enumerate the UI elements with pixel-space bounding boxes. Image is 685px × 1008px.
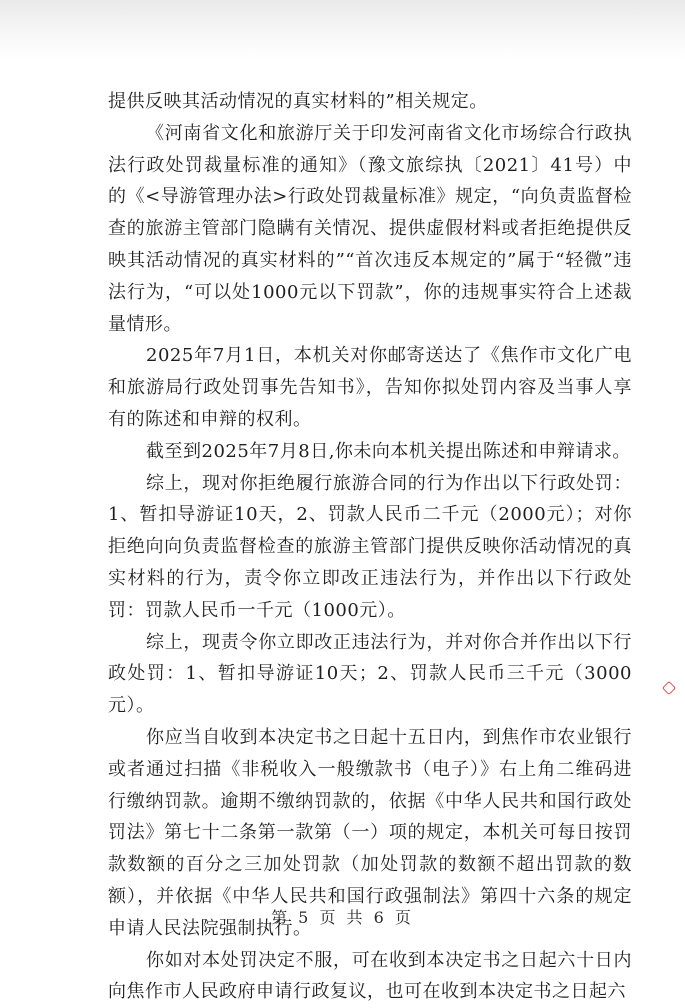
document-body — [108, 86, 632, 1008]
paragraph: 你应当自收到本决定书之日起十五日内，到焦作市农业银行或者通过扫描《非税收入一般缴款书（电子）》右上角二维码进行缴纳罚款。逾期不缴纳罚款的，依据《中华人民共和国行政处罚法》第七十二条第一款第（一）项的规定，本机关可每日按罚款数额的百分之三加处罚款（加处罚款的数额不超出罚款的数额），并依据《中华人民共和国行政强制法》第四十六条的规定申请人民法院强制执行。 — [108, 726, 632, 939]
paragraph: 综上，现对你拒绝履行旅游合同的行为作出以下行政处罚：1、暂扣导游证10天，2、罚款人民币二千元（2000元）；对你拒绝向向负责监督检查的旅游主管部门提供反映你活动情况的真实材料的行为，责令你立即改正违法行为，并作出以下行政处罚：罚款人民币一千元（1000元）。 — [108, 472, 632, 621]
page-number: 第 5 页 共 6 页 — [271, 908, 414, 927]
paragraph: 《河南省文化和旅游厅关于印发河南省文化市场综合行政执法行政处罚裁量标准的通知》（豫文旅综执〔2021〕41号）中的《<导游管理办法>行政处罚裁量标准》规定，“向负责监督检查的旅游主管部门隐瞒有关情况、提供虚假材料或者拒绝提供反映其活动情况的真实材料的”“首次违反本规定的”属于“轻微”违法行为，“可以处1000元以下罚款”，你的违规事实符合上述裁量情形。 — [108, 122, 632, 335]
paragraph: 2025年7月1日，本机关对你邮寄送达了《焦作市文化广电和旅游局行政处罚事先告知书》，告知你拟处罚内容及当事人享有的陈述和申辩的权利。 — [108, 345, 632, 430]
paragraph: 你如对本处罚决定不服，可在收到本决定书之日起六十日内向焦作市人民政府申请行政复议，也可在收到本决定书之日起六 — [108, 949, 632, 1003]
bookmark-icon[interactable] — [662, 681, 676, 695]
paragraph: 截至到2025年7月8日,你未向本机关提出陈述和申辩请求。 — [146, 440, 631, 462]
top-shadow — [0, 0, 685, 60]
paragraph: 综上，现责令你立即改正违法行为，并对你合并作出以下行政处罚：1、暂扣导游证10天；2、罚款人民币三千元（3000元）。 — [108, 631, 632, 717]
paragraph-continuation: 提供反映其活动情况的真实材料的”相关规定。 — [108, 91, 488, 112]
